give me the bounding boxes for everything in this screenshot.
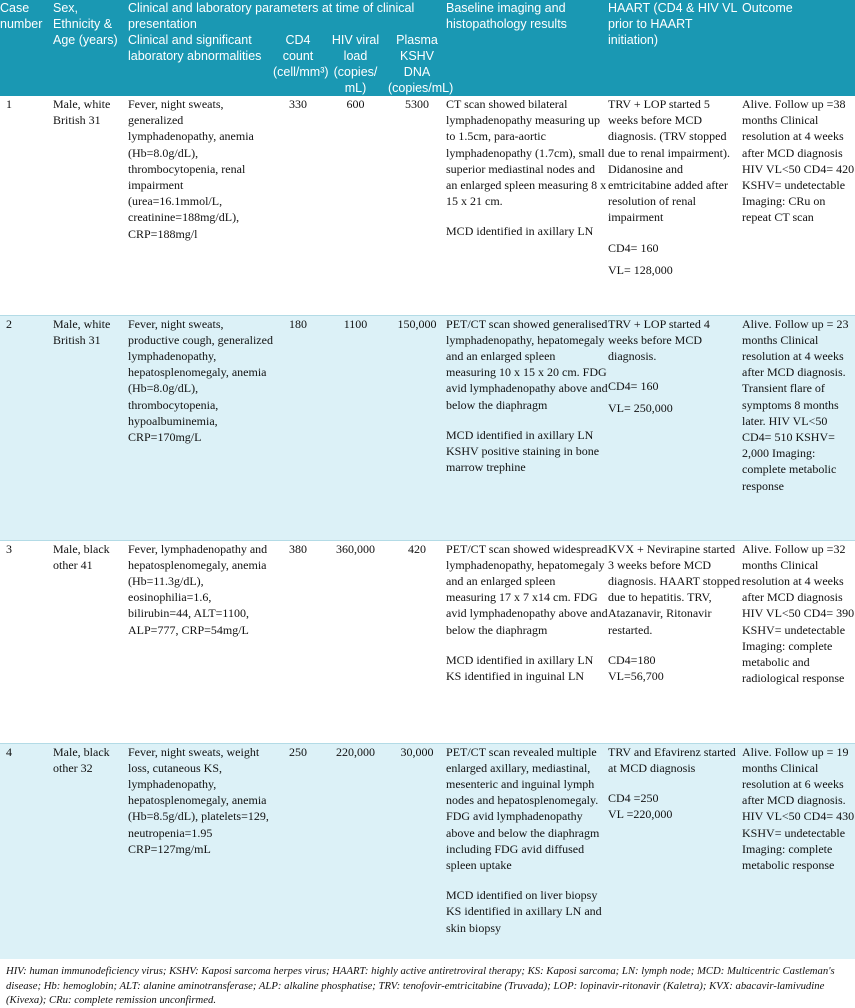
haart-cd4: CD4= 160 bbox=[608, 379, 659, 394]
header-case-number: Case number bbox=[0, 1, 43, 31]
haart-cd4: CD4= 160 bbox=[608, 240, 659, 255]
cell-kshv: 5300 bbox=[405, 97, 429, 111]
cell-kshv: 150,000 bbox=[388, 315, 446, 540]
cell-kshv: 30,000 bbox=[388, 743, 446, 959]
header-cd4: CD4 count (cell/mm³) bbox=[273, 33, 329, 79]
header-kshv: Plasma KSHV DNA (copies/mL) bbox=[388, 33, 454, 95]
cell-cd4: 380 bbox=[273, 540, 323, 743]
imaging-text: PET/CT scan showed widespread lymphadenopathy, hepatomegaly and an enlarged spleen measuring 17 x 7 x14 cm. FDG avid lymphadenopathy above and below the diaphragm bbox=[446, 541, 608, 637]
imaging-text: CT scan showed bilateral lymphadenopathy measuring up to 1.5cm, para-aortic lymphadenopathy (1.7cm), small superior mediastinal nodes and an enlarged spleen measuring 8 x 15 x 21 cm. bbox=[446, 97, 607, 209]
haart-cd4: CD4=180 bbox=[608, 652, 656, 667]
cell-cd4: 250 bbox=[273, 743, 323, 959]
table-footnote: HIV: human immunodeficiency virus; KSHV: Kaposi sarcoma herpes virus; HAART: highly active antiretroviral therapy; KS: Kaposi sarcoma; LN: lymph node; MCD: Multicentric Castleman's disease; Hb: hemoglobin; ALT: alanine aminotransferase; ALP: alkaline phosphatise; TRV: tenofovir-emtricitabine (Truvada); LOP: lopinavir-ritonavir (Kaletra); KVX: abacavir-lamivudine (Kivexa); CRu: complete remission unconfirmed. bbox=[6, 965, 835, 1006]
cell-imaging bbox=[446, 315, 608, 540]
header-clinical-group: Clinical and laboratory parameters at time of clinical presentation bbox=[128, 1, 415, 31]
table-row-case-1 bbox=[0, 96, 855, 315]
cell-cd4: 330 bbox=[289, 97, 307, 111]
histopathology-text: MCD identified in axillary LN KSHV positive staining in bone marrow trephine bbox=[446, 427, 600, 475]
imaging-text: PET/CT scan revealed multiple enlarged axillary, mediastinal, mesenteric and inguinal lymph nodes and hepatosplenomegaly. FDG avid lymphadenopathy above and below the diaphragm including FDG avid diffused spleen uptake bbox=[446, 744, 600, 872]
cell-clinical: Fever, night sweats, generalized lymphadenopathy, anemia (Hb=8.0g/dL), thrombocytopenia, renal impairment (urea=16.1mmol/L, creatinine=188mg/dL), CRP=188mg/l bbox=[128, 97, 254, 241]
haart-vl: VL =220,000 bbox=[608, 807, 673, 822]
haart-vl: VL= 250,000 bbox=[608, 401, 673, 416]
cell-clinical: Fever, lymphadenopathy and hepatosplenomegaly, anemia (Hb=11.3g/dL), eosinophilia=1.6, bilirubin=44, ALT=1100, ALP=777, CRP=54mg/L bbox=[128, 540, 273, 743]
cell-clinical: Fever, night sweats, weight loss, cutaneous KS, lymphadenopathy, hepatosplenomegaly, anemia (Hb=8.5g/dL), platelets=129, neutropenia=1.95 CRP=127mg/mL bbox=[128, 743, 273, 959]
cell-case: 1 bbox=[6, 97, 12, 111]
haart-text: TRV + LOP started 4 weeks before MCD diagnosis. bbox=[608, 316, 710, 363]
header-clinical: Clinical and significant laboratory abnormalities bbox=[128, 33, 262, 63]
cell-case: 3 bbox=[0, 540, 53, 743]
table-row-case-4 bbox=[0, 743, 855, 959]
cell-haart bbox=[608, 743, 742, 959]
cell-cd4: 180 bbox=[273, 315, 323, 540]
histopathology-text: MCD identified in axillary LN KS identified in inguinal LN bbox=[446, 652, 594, 683]
header-outcome: Outcome bbox=[742, 1, 793, 15]
table-row-case-2 bbox=[0, 315, 855, 540]
haart-cd4: CD4 =250 bbox=[608, 790, 659, 805]
cell-haart bbox=[608, 96, 742, 315]
haart-text: TRV and Efavirenz started at MCD diagnosis bbox=[608, 744, 736, 775]
cell-outcome: Alive. Follow up =32 months Clinical resolution at 4 weeks after MCD diagnosis HIV VL<50 CD4= 390 KSHV= undetectable Imaging: complete metabolic and radiological response bbox=[742, 540, 855, 743]
cell-imaging bbox=[446, 743, 608, 959]
imaging-text: PET/CT scan showed generalised lymphadenopathy, hepatomegaly and an enlarged spleen measuring 10 x 15 x 20 cm. FDG avid lymphadenopathy above and below the diaphragm bbox=[446, 316, 608, 412]
cell-clinical: Fever, night sweats, productive cough, generalized lymphadenopathy, hepatosplenomegaly, anemia (Hb=8.0g/dL), thrombocytopenia, hypoalbuminemia, CRP=170mg/L bbox=[128, 315, 273, 540]
cell-hiv-vl: 1100 bbox=[323, 315, 388, 540]
cell-case: 2 bbox=[0, 315, 53, 540]
cell-demographics: Male, white British 31 bbox=[53, 315, 128, 540]
cell-outcome: Alive. Follow up = 19 months Clinical resolution at 6 weeks after MCD diagnosis. HIV VL<50 CD4= 430 KSHV= undetectable Imaging: complete metabolic response bbox=[742, 743, 855, 959]
cell-imaging bbox=[446, 540, 608, 743]
haart-vl: VL=56,700 bbox=[608, 668, 664, 683]
header-imaging: Baseline imaging and histopathology results bbox=[446, 1, 567, 31]
cell-outcome: Alive. Follow up =38 months Clinical resolution at 4 weeks after MCD diagnosis HIV VL<50 CD4= 420 KSHV= undetectable Imaging: CRu on repeat CT scan bbox=[742, 97, 855, 225]
cell-case: 4 bbox=[0, 743, 53, 959]
histopathology-text: MCD identified on liver biopsy KS identified in axillary LN and skin biopsy bbox=[446, 888, 602, 935]
cell-demographics: Male, black other 32 bbox=[53, 743, 128, 959]
cell-demographics: Male, black other 41 bbox=[53, 540, 128, 743]
haart-text: KVX + Nevirapine started 3 weeks before MCD diagnosis. HAART stopped due to hepatitis. TRV, Atazanavir, Ritonavir restarted. bbox=[608, 541, 741, 637]
header-row bbox=[0, 0, 855, 32]
cell-demographics: Male, white British 31 bbox=[53, 97, 111, 128]
cell-kshv: 420 bbox=[388, 540, 446, 743]
haart-vl: VL= 128,000 bbox=[608, 262, 673, 277]
cell-haart bbox=[608, 315, 742, 540]
header-hiv-vl: HIV viral load (copies/ mL) bbox=[331, 33, 380, 95]
table-row-case-3 bbox=[0, 540, 855, 743]
cell-hiv-vl: 360,000 bbox=[323, 540, 388, 743]
cell-imaging bbox=[446, 96, 608, 315]
cell-outcome: Alive. Follow up = 23 months Clinical resolution at 4 weeks after MCD diagnosis. Transient flare of symptoms 8 months later. HIV VL<50 CD4= 510 KSHV= 2,000 Imaging: complete metabolic response bbox=[742, 315, 855, 540]
cell-hiv-vl: 600 bbox=[346, 97, 365, 111]
histopathology-text: MCD identified in axillary LN bbox=[446, 224, 594, 239]
header-demographics: Sex, Ethnicity & Age (years) bbox=[53, 1, 118, 47]
header-haart: HAART (CD4 & HIV VL prior to HAART initiation) bbox=[608, 1, 737, 47]
cell-hiv-vl: 220,000 bbox=[323, 743, 388, 959]
cell-haart bbox=[608, 540, 742, 743]
haart-text: TRV + LOP started 5 weeks before MCD diagnosis. (TRV stopped due to renal impairment). Didanosine and emtricitabine added after resolution of renal impairment bbox=[608, 97, 730, 225]
